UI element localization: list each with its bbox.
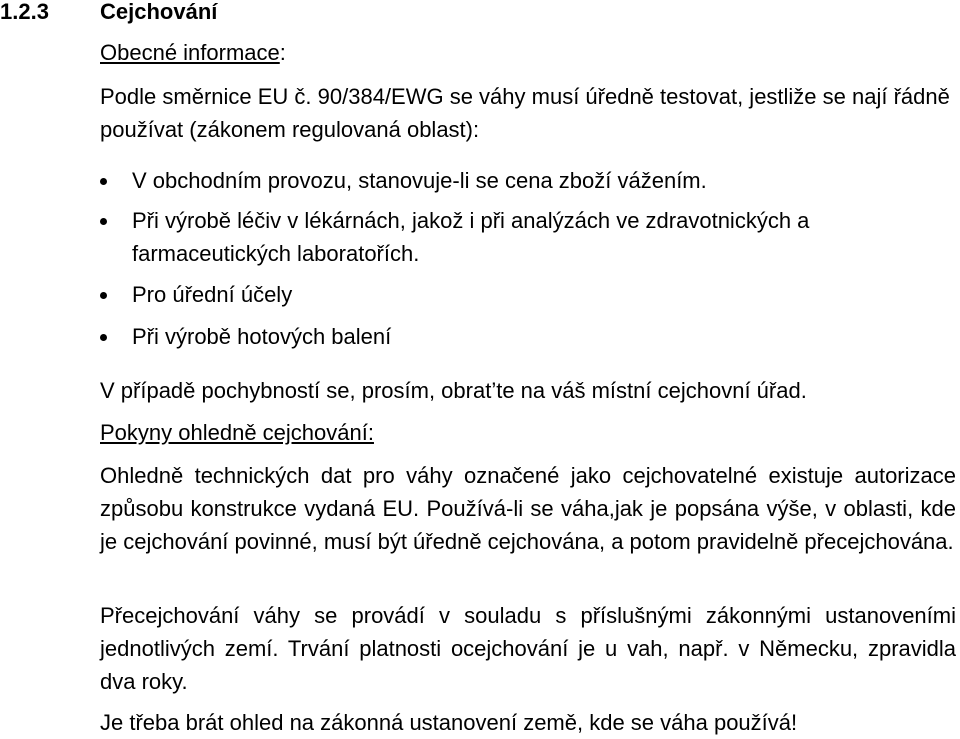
general-info-title-text: Obecné informace	[100, 40, 280, 65]
section-number: 1.2.3	[0, 0, 49, 24]
general-intro-paragraph: Podle směrnice EU č. 90/384/EWG se váhy musí úředně testovat, jestliže se nají řádně používat (zákonem regulovaná oblast):	[100, 84, 950, 142]
bullet-icon	[100, 292, 107, 299]
instructions-paragraph-1: Ohledně technických dat pro váhy označené jako cejchovatelné existuje autorizace způsobu konstrukce vydaná EU. Používá-li se váha,jak je popsána výše, v oblasti, kde je cejchování povinné, musí být úředně cejchována, a potom pravidelně přecejchována.	[100, 463, 956, 554]
section-title: Cejchování	[100, 0, 218, 24]
list-item	[100, 204, 956, 270]
list-item-text: Při výrobě hotových balení	[132, 324, 392, 349]
list-item	[100, 164, 956, 197]
list-item-text: V obchodním provozu, stanovuje-li se cena zboží vážením.	[132, 168, 707, 193]
instructions-paragraph-2: Přecejchování váhy se provádí v souladu s příslušnými zákonnými ustanoveními jednotlivých zemí. Trvání platnosti ocejchování je u vah, např. v Německu, zpravidla dva roky.	[100, 603, 956, 694]
section-heading	[0, 0, 217, 24]
general-info-title-colon: :	[279, 40, 286, 65]
bullet-icon	[100, 218, 107, 225]
bullet-icon	[100, 178, 107, 185]
general-info-title	[100, 36, 956, 69]
instructions-title: Pokyny ohledně cejchování:	[100, 420, 374, 445]
final-note: Je třeba brát ohled na zákonná ustanovení země, kde se váha používá!	[100, 710, 798, 735]
list-item-text: Pro úřední účely	[132, 282, 293, 307]
list-item	[100, 320, 956, 353]
list-item-text: Při výrobě léčiv v lékárnách, jakož i při analýzách ve zdravotnických a farmaceutických laboratořích.	[132, 208, 810, 266]
list-item	[100, 278, 956, 311]
bullet-icon	[100, 334, 107, 341]
doubts-paragraph: V případě pochybností se, prosím, obrat’te na váš místní cejchovní úřad.	[100, 378, 807, 403]
